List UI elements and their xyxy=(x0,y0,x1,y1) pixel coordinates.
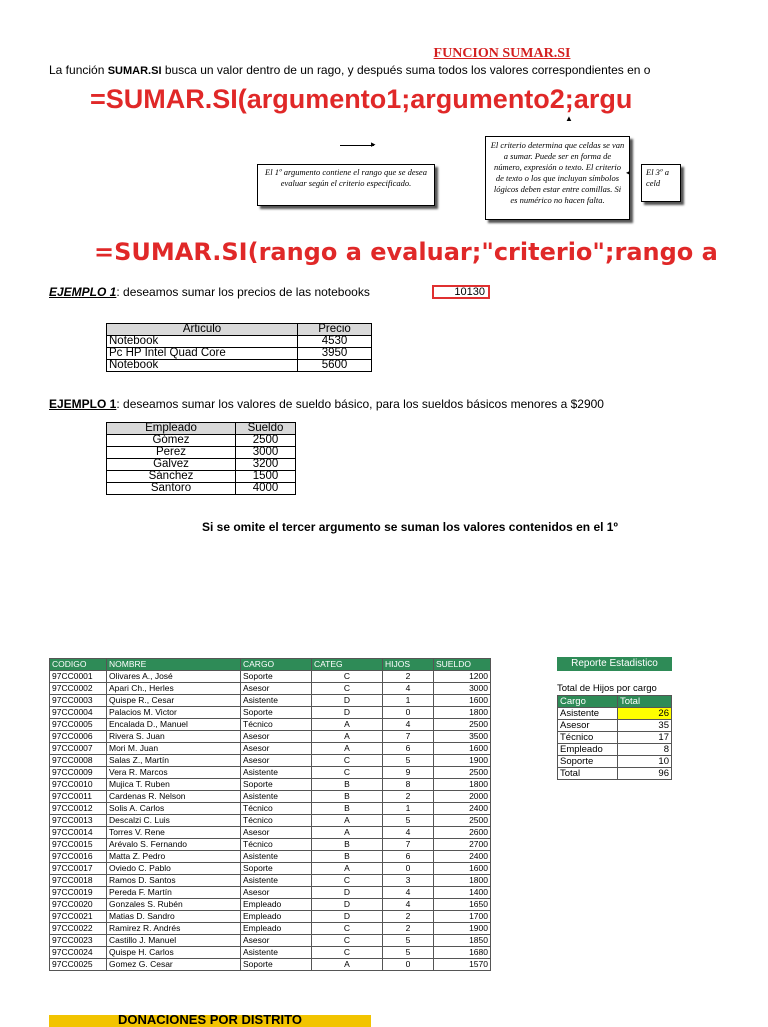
table-cell[interactable]: 5 xyxy=(383,935,434,947)
table-cell[interactable]: Empleado xyxy=(241,899,312,911)
table-cell[interactable]: D xyxy=(312,911,383,923)
table-cell[interactable]: Pc HP Intel Quad Core xyxy=(107,348,298,360)
table-cell[interactable]: 35 xyxy=(618,720,672,732)
table-cell[interactable]: 2 xyxy=(383,911,434,923)
table-cell[interactable]: 4 xyxy=(383,827,434,839)
table-row xyxy=(107,471,296,483)
table-cell[interactable]: Quispe R., Cesar xyxy=(107,695,241,707)
example1-label: EJEMPLO 1: deseamos sumar los precios de las notebooks xyxy=(49,285,370,299)
table-cell[interactable]: D xyxy=(312,887,383,899)
example1-result[interactable]: 10130 xyxy=(432,285,490,299)
table-cell[interactable]: 96 xyxy=(618,768,672,780)
table-cell[interactable]: C xyxy=(312,935,383,947)
table-cell[interactable]: A xyxy=(312,731,383,743)
table-cell[interactable]: 0 xyxy=(383,959,434,971)
table-cell[interactable]: Soporte xyxy=(241,779,312,791)
table-cell[interactable]: 97CC0024 xyxy=(50,947,107,959)
arrow-up-icon: ▲ xyxy=(565,114,573,123)
table-cell[interactable]: 3000 xyxy=(236,447,296,459)
page-title: FUNCION SUMAR.SI xyxy=(433,46,571,61)
callout-criterio: El criterio determina que celdas se van a sumar. Puede ser en forma de número, expresión o texto. El criterio de texto o los que incluyan símbolos lógicos deben estar entre comillas. Si es numérico no hacen falta. xyxy=(485,136,630,220)
column-header: CARGO xyxy=(241,659,312,671)
table-cell[interactable]: 97CC0009 xyxy=(50,767,107,779)
table-cell[interactable]: 1 xyxy=(383,695,434,707)
table-row xyxy=(50,755,491,767)
table-row xyxy=(50,803,491,815)
table-cell[interactable]: 1500 xyxy=(236,471,296,483)
table-cell[interactable]: 1800 xyxy=(434,875,491,887)
report-subtitle: Total de Hijos por cargo xyxy=(557,683,657,694)
table-cell[interactable]: Oviedo C. Pablo xyxy=(107,863,241,875)
table-cell[interactable]: B xyxy=(312,791,383,803)
table-cell[interactable]: 2000 xyxy=(434,791,491,803)
table-cell[interactable]: 97CC0002 xyxy=(50,683,107,695)
table-cell[interactable]: 4 xyxy=(383,899,434,911)
table-cell[interactable]: 97CC0011 xyxy=(50,791,107,803)
table-cell[interactable]: Técnico xyxy=(558,732,618,744)
table-cell[interactable]: Arévalo S. Fernando xyxy=(107,839,241,851)
callout-third-argument: El 3º a celd xyxy=(641,164,681,202)
table-cell[interactable]: 1 xyxy=(383,803,434,815)
table-cell[interactable]: Asistente xyxy=(241,875,312,887)
table-cell[interactable]: 4 xyxy=(383,719,434,731)
table-row xyxy=(50,851,491,863)
table-cell[interactable]: Asistente xyxy=(241,851,312,863)
table-row xyxy=(50,875,491,887)
table-row xyxy=(50,959,491,971)
table-cell[interactable]: Empleado xyxy=(241,911,312,923)
table-cell[interactable]: Solis A. Carlos xyxy=(107,803,241,815)
column-header: Cargo xyxy=(558,696,618,708)
table-cell[interactable]: 5600 xyxy=(298,360,372,372)
table-cell[interactable]: 97CC0003 xyxy=(50,695,107,707)
table-cell[interactable]: D xyxy=(312,899,383,911)
table-cell[interactable]: B xyxy=(312,839,383,851)
table-cell[interactable]: 97CC0018 xyxy=(50,875,107,887)
table-cell[interactable]: Técnico xyxy=(241,815,312,827)
table-cell[interactable]: Empleado xyxy=(558,744,618,756)
table-cell[interactable]: 3 xyxy=(383,875,434,887)
table-cell[interactable]: Asistente xyxy=(241,947,312,959)
table-cell[interactable]: 97CC0013 xyxy=(50,815,107,827)
table-row xyxy=(50,899,491,911)
report-banner: Reporte Estadistico xyxy=(557,657,672,671)
table-cell[interactable]: 1570 xyxy=(434,959,491,971)
table-cell[interactable]: 2 xyxy=(383,671,434,683)
table-row xyxy=(50,923,491,935)
table-cell[interactable]: 17 xyxy=(618,732,672,744)
table-row xyxy=(107,435,296,447)
table-cell[interactable]: Torres V. Rene xyxy=(107,827,241,839)
table-cell[interactable]: Asistente xyxy=(241,767,312,779)
table-row xyxy=(107,483,296,495)
table-cell[interactable]: Asesor xyxy=(241,731,312,743)
table-cell[interactable]: Soporte xyxy=(241,707,312,719)
table-cell[interactable]: 97CC0004 xyxy=(50,707,107,719)
table-cell[interactable]: 1900 xyxy=(434,755,491,767)
table-row xyxy=(107,348,372,360)
table-row xyxy=(107,336,372,348)
table-row xyxy=(50,695,491,707)
table-row xyxy=(50,827,491,839)
arrow-right-icon: ◂ xyxy=(626,168,631,177)
table-cell[interactable]: Técnico xyxy=(241,719,312,731)
column-header: NOMBRE xyxy=(107,659,241,671)
table-cell[interactable]: 97CC0007 xyxy=(50,743,107,755)
table-cell[interactable]: Ramirez R. Andrés xyxy=(107,923,241,935)
table-cell[interactable]: 5 xyxy=(383,755,434,767)
table-cell[interactable]: Matta Z. Pedro xyxy=(107,851,241,863)
employees-table xyxy=(49,658,491,971)
table-cell[interactable]: A xyxy=(312,959,383,971)
table-cell[interactable]: Cardenas R. Nelson xyxy=(107,791,241,803)
table-cell[interactable]: Técnico xyxy=(241,839,312,851)
table-cell[interactable]: 8 xyxy=(383,779,434,791)
table-cell[interactable]: Salas Z., Martín xyxy=(107,755,241,767)
table-cell[interactable]: Perez xyxy=(107,447,236,459)
arrow-head-icon: ▸ xyxy=(371,139,376,149)
table-row xyxy=(50,863,491,875)
table-cell[interactable]: D xyxy=(312,707,383,719)
table-cell[interactable]: B xyxy=(312,803,383,815)
table-cell[interactable]: Total xyxy=(558,768,618,780)
table-row xyxy=(558,768,672,780)
table-cell[interactable]: C xyxy=(312,947,383,959)
table-cell[interactable]: A xyxy=(312,743,383,755)
table-cell[interactable]: A xyxy=(312,827,383,839)
table-cell[interactable]: C xyxy=(312,875,383,887)
table-cell[interactable]: Encalada D., Manuel xyxy=(107,719,241,731)
table-cell[interactable]: Rivera S. Juan xyxy=(107,731,241,743)
table-cell[interactable]: 0 xyxy=(383,863,434,875)
table-cell[interactable]: Asistente xyxy=(558,708,618,720)
table-cell[interactable]: Soporte xyxy=(241,671,312,683)
table-cell[interactable]: 2700 xyxy=(434,839,491,851)
table-cell[interactable]: 5 xyxy=(383,947,434,959)
table-cell[interactable]: Asesor xyxy=(241,683,312,695)
table-cell[interactable]: Soporte xyxy=(558,756,618,768)
report-table xyxy=(557,695,672,780)
table-row xyxy=(50,683,491,695)
table-cell[interactable]: 4000 xyxy=(236,483,296,495)
table-cell[interactable]: 8 xyxy=(618,744,672,756)
table-cell[interactable]: 7 xyxy=(383,839,434,851)
table-cell[interactable]: Quispe H. Carlos xyxy=(107,947,241,959)
table-cell[interactable]: 4530 xyxy=(298,336,372,348)
table-row xyxy=(50,719,491,731)
table-cell[interactable]: Mori M. Juan xyxy=(107,743,241,755)
table-cell[interactable]: Ramos D. Santos xyxy=(107,875,241,887)
table-cell[interactable]: 97CC0001 xyxy=(50,671,107,683)
table-row xyxy=(558,732,672,744)
table-cell[interactable]: B xyxy=(312,779,383,791)
table-cell[interactable]: 97CC0005 xyxy=(50,719,107,731)
table-cell[interactable]: A xyxy=(312,719,383,731)
table-row xyxy=(558,720,672,732)
table-cell[interactable]: Notebook xyxy=(107,360,298,372)
table-cell[interactable]: 3500 xyxy=(434,731,491,743)
table-cell[interactable]: 2 xyxy=(383,791,434,803)
formula-generic: =SUMAR.SI(argumento1;argumento2;argu xyxy=(90,84,633,114)
column-header: CODIGO xyxy=(50,659,107,671)
callout-first-argument: El 1º argumento contiene el rango que se desea evaluar según el criterio especificado. xyxy=(257,164,435,206)
table-cell[interactable]: 3200 xyxy=(236,459,296,471)
table-cell[interactable]: Asistente xyxy=(241,791,312,803)
table-cell[interactable]: A xyxy=(312,863,383,875)
omit-note: Si se omite el tercer argumento se suman los valores contenidos en el 1º xyxy=(202,520,618,534)
table-cell[interactable]: Asesor xyxy=(558,720,618,732)
table-cell[interactable]: 97CC0006 xyxy=(50,731,107,743)
table-cell[interactable]: 97CC0023 xyxy=(50,935,107,947)
table-row xyxy=(50,779,491,791)
example2-label: EJEMPLO 1: deseamos sumar los valores de sueldo básico, para los sueldos básicos menores a $2900 xyxy=(49,397,604,411)
table-cell[interactable]: 4 xyxy=(383,683,434,695)
table-cell[interactable]: Apari Ch., Herles xyxy=(107,683,241,695)
example2-table xyxy=(106,422,296,495)
table-cell[interactable]: 97CC0010 xyxy=(50,779,107,791)
table-cell[interactable]: 9 xyxy=(383,767,434,779)
table-cell[interactable]: 97CC0019 xyxy=(50,887,107,899)
table-cell[interactable]: 1400 xyxy=(434,887,491,899)
table-cell[interactable]: 1680 xyxy=(434,947,491,959)
table-cell[interactable]: Asesor xyxy=(241,935,312,947)
table-cell[interactable]: 4 xyxy=(383,887,434,899)
table-cell[interactable]: Empleado xyxy=(241,923,312,935)
table-cell[interactable]: Palacios M. Victor xyxy=(107,707,241,719)
example1-table xyxy=(106,323,372,372)
table-cell[interactable]: 2400 xyxy=(434,851,491,863)
table-row xyxy=(50,767,491,779)
table-cell[interactable]: 1600 xyxy=(434,695,491,707)
table-row xyxy=(107,360,372,372)
table-cell[interactable]: Vera R. Marcos xyxy=(107,767,241,779)
table-cell[interactable]: Mujica T. Ruben xyxy=(107,779,241,791)
table-cell[interactable]: 97CC0014 xyxy=(50,827,107,839)
table-cell[interactable]: Castillo J. Manuel xyxy=(107,935,241,947)
table-cell[interactable]: 1800 xyxy=(434,779,491,791)
table-cell[interactable]: Soporte xyxy=(241,959,312,971)
table-cell[interactable]: A xyxy=(312,815,383,827)
table-cell[interactable]: 3950 xyxy=(298,348,372,360)
table-cell[interactable]: Soporte xyxy=(241,863,312,875)
table-cell[interactable]: Matias D. Sandro xyxy=(107,911,241,923)
table-cell[interactable]: 1700 xyxy=(434,911,491,923)
table-cell[interactable]: 0 xyxy=(383,707,434,719)
table-row xyxy=(50,887,491,899)
table-row xyxy=(50,743,491,755)
table-cell[interactable]: Asistente xyxy=(241,695,312,707)
table-row xyxy=(558,708,672,720)
table-cell[interactable]: 1600 xyxy=(434,863,491,875)
column-header: Articulo xyxy=(107,324,298,336)
column-header: SUELDO xyxy=(434,659,491,671)
table-cell[interactable]: C xyxy=(312,923,383,935)
table-cell[interactable]: 1800 xyxy=(434,707,491,719)
table-cell[interactable]: B xyxy=(312,851,383,863)
table-cell[interactable]: 97CC0020 xyxy=(50,899,107,911)
table-cell[interactable]: 2600 xyxy=(434,827,491,839)
column-header: Empleado xyxy=(107,423,236,435)
table-row xyxy=(50,731,491,743)
table-cell[interactable]: Asesor xyxy=(241,743,312,755)
table-cell[interactable]: 97CC0017 xyxy=(50,863,107,875)
table-cell[interactable]: 6 xyxy=(383,743,434,755)
table-cell[interactable]: 10 xyxy=(618,756,672,768)
table-row xyxy=(50,707,491,719)
intro-text: La función SUMAR.SI busca un valor dentro de un rago, y después suma todos los valores correspondientes en o xyxy=(49,63,651,77)
table-row xyxy=(50,815,491,827)
table-cell[interactable]: 2500 xyxy=(434,719,491,731)
table-cell[interactable]: 1600 xyxy=(434,743,491,755)
table-cell[interactable]: Pereda F. Martín xyxy=(107,887,241,899)
table-cell[interactable]: 97CC0016 xyxy=(50,851,107,863)
table-cell[interactable]: 97CC0008 xyxy=(50,755,107,767)
table-cell[interactable]: Sánchez xyxy=(107,471,236,483)
arrow-line xyxy=(340,145,374,146)
table-row xyxy=(50,947,491,959)
table-cell[interactable]: Olivares A., José xyxy=(107,671,241,683)
formula-named: =SUMAR.SI(rango a evaluar;"criterio";rango a xyxy=(94,238,718,266)
table-cell[interactable]: 2500 xyxy=(434,767,491,779)
table-cell[interactable]: 2500 xyxy=(434,815,491,827)
table-cell[interactable]: 97CC0015 xyxy=(50,839,107,851)
table-row xyxy=(558,744,672,756)
table-row xyxy=(50,839,491,851)
table-cell[interactable]: Asesor xyxy=(241,755,312,767)
table-cell[interactable]: Asesor xyxy=(241,827,312,839)
table-cell[interactable]: 97CC0021 xyxy=(50,911,107,923)
table-cell[interactable]: 1200 xyxy=(434,671,491,683)
table-cell[interactable]: 1650 xyxy=(434,899,491,911)
table-cell[interactable]: 97CC0025 xyxy=(50,959,107,971)
table-cell[interactable]: 97CC0022 xyxy=(50,923,107,935)
table-cell[interactable]: 97CC0012 xyxy=(50,803,107,815)
table-cell[interactable]: D xyxy=(312,695,383,707)
table-row xyxy=(50,935,491,947)
table-cell[interactable]: 6 xyxy=(383,851,434,863)
table-cell[interactable]: C xyxy=(312,671,383,683)
table-cell[interactable]: Notebook xyxy=(107,336,298,348)
table-cell[interactable]: Galvez xyxy=(107,459,236,471)
table-cell[interactable]: 2 xyxy=(383,923,434,935)
table-cell[interactable]: 1850 xyxy=(434,935,491,947)
table-row xyxy=(50,671,491,683)
table-cell[interactable]: 3000 xyxy=(434,683,491,695)
table-cell[interactable]: 2500 xyxy=(236,435,296,447)
table-cell[interactable]: Técnico xyxy=(241,803,312,815)
table-cell[interactable]: 26 xyxy=(618,708,672,720)
table-cell[interactable]: Gomez G. Cesar xyxy=(107,959,241,971)
donaciones-banner: DONACIONES POR DISTRITO xyxy=(49,1015,371,1027)
table-cell[interactable]: 7 xyxy=(383,731,434,743)
table-cell[interactable]: Gómez xyxy=(107,435,236,447)
table-cell[interactable]: Descalzi C. Luis xyxy=(107,815,241,827)
table-cell[interactable]: C xyxy=(312,755,383,767)
column-header: CATEG xyxy=(312,659,383,671)
table-row xyxy=(50,911,491,923)
table-row xyxy=(107,447,296,459)
table-cell[interactable]: 1900 xyxy=(434,923,491,935)
table-cell[interactable]: Asesor xyxy=(241,887,312,899)
column-header: Sueldo xyxy=(236,423,296,435)
table-cell[interactable]: 5 xyxy=(383,815,434,827)
column-header: Total xyxy=(618,696,672,708)
column-header: HIJOS xyxy=(383,659,434,671)
column-header: Precio xyxy=(298,324,372,336)
table-row xyxy=(558,756,672,768)
table-cell[interactable]: C xyxy=(312,767,383,779)
table-row xyxy=(50,791,491,803)
table-cell[interactable]: Gonzales S. Rubén xyxy=(107,899,241,911)
table-cell[interactable]: Santoro xyxy=(107,483,236,495)
table-cell[interactable]: C xyxy=(312,683,383,695)
table-row xyxy=(107,459,296,471)
table-cell[interactable]: 2400 xyxy=(434,803,491,815)
